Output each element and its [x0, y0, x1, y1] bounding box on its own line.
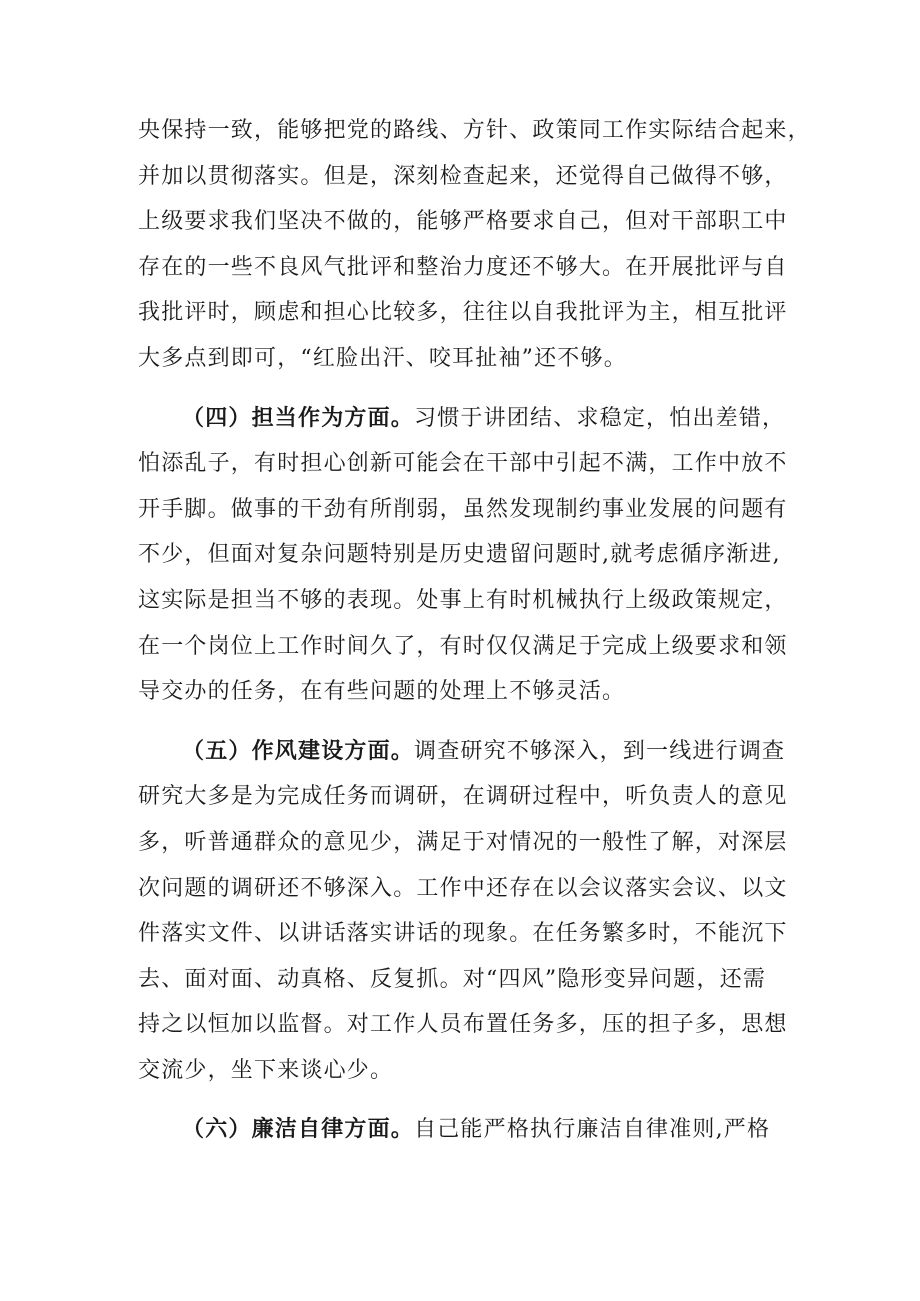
text-line: 上级要求我们坚决不做的，能够严格要求自己，但对干部职工中 — [138, 209, 788, 235]
paragraph-first-line — [138, 396, 838, 442]
text-line: 导交办的任务，在有些问题的处理上不够灵活。 — [138, 679, 626, 705]
text-run: 习惯于讲团结、求稳定，怕出差错， — [414, 405, 786, 431]
section-heading: （四）担当作为方面。 — [182, 404, 415, 431]
paragraph-first-line — [138, 729, 838, 775]
text-line: 央保持一致，能够把党的路线、方针、政策同工作实际结合起来， — [138, 118, 811, 143]
text-line: 这实际是担当不够的表现。处事上有时机械执行上级政策规定， — [138, 587, 788, 613]
paragraph-integrity — [138, 1107, 838, 1153]
section-heading: （六）廉洁自律方面。 — [182, 1116, 415, 1143]
text-line: 怕添乱子，有时担心创新可能会在干部中引起不满，工作中放不 — [138, 451, 788, 477]
paragraph-work-style — [138, 729, 838, 1094]
text-line: 多，听普通群众的意见少，满足于对情况的一般性了解，对深层 — [138, 829, 788, 855]
paragraph-responsibility — [138, 396, 838, 715]
text-line: 大多点到即可，“红脸出汗、咬耳扯袖”还不够。 — [138, 345, 627, 371]
paragraph-first-line — [138, 1107, 838, 1153]
paragraph-continuation — [138, 108, 838, 382]
text-line: 次问题的调研还不够深入。工作中还存在以会议落实会议、以文 — [138, 875, 788, 901]
text-line: 存在的一些不良风气批评和整治力度还不够大。在开展批评与自 — [138, 254, 788, 280]
text-run: 自己能严格执行廉洁自律准则,严格 — [414, 1117, 771, 1143]
text-line: 研究大多是为完成任务而调研，在调研过程中，听负责人的意见 — [138, 784, 788, 810]
text-run: 调查研究不够深入，到一线进行调查 — [414, 738, 786, 764]
text-line: 去、面对面、动真格、反复抓。对“四风”隐形变异问题，还需 — [138, 966, 767, 992]
text-line: 在一个岗位上工作时间久了，有时仅仅满足于完成上级要求和领 — [138, 633, 788, 659]
text-line: 我批评时，顾虑和担心比较多，往往以自我批评为主，相互批评 — [138, 300, 788, 326]
text-line: 件落实文件、以讲话落实讲话的现象。在任务繁多时，不能沉下 — [138, 921, 788, 947]
section-heading: （五）作风建设方面。 — [182, 737, 415, 764]
text-line: 交流少，坐下来谈心少。 — [138, 1057, 394, 1083]
text-line: 持之以恒加以监督。对工作人员布置任务多，压的担子多，思想 — [138, 1012, 788, 1038]
document-body — [138, 108, 838, 1153]
text-line: 不少，但面对复杂问题特别是历史遗留问题时,就考虑循序渐进, — [138, 542, 781, 568]
text-line: 开手脚。做事的干劲有所削弱，虽然发现制约事业发展的问题有 — [138, 496, 788, 522]
text-line: 并加以贯彻落实。但是，深刻检查起来，还觉得自己做得不够， — [138, 163, 788, 189]
